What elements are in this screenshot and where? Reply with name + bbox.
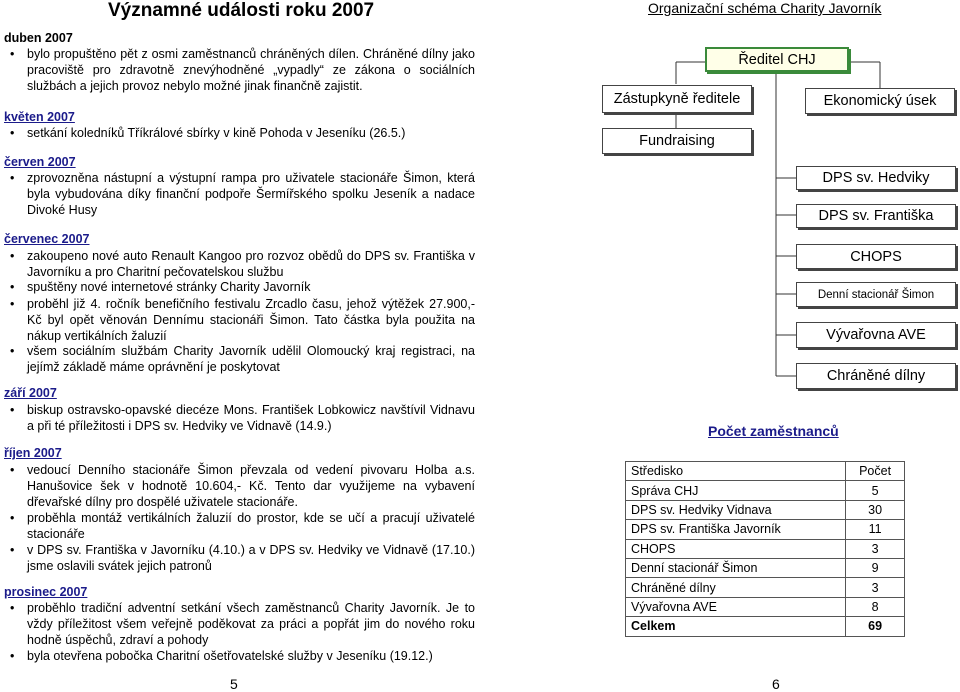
event-text: bylo propuštěno pět z osmi zaměstnanců chráněných dílen. Chráněné dílny jako pracoviště pro zdravotně znevýhodněné „vypadly“ ze zákona o sociálních službách a jejich provoz nebylo možné jinak finančně zajistit. <box>27 47 475 93</box>
bullet-icon: • <box>10 463 15 477</box>
event-text: biskup ostravsko-opavské diecéze Mons. František Lobkowicz navštívil Vidnavu a při té příležitosti i DPS sv. Hedviky ve Vidnavě (14.9.) <box>27 403 475 433</box>
bullet-icon: • <box>10 403 15 417</box>
table-cell-name: Správa CHJ <box>626 481 846 500</box>
bullet-icon: • <box>10 511 15 525</box>
bullet-icon: • <box>10 171 15 185</box>
table-cell-name: Denní stacionář Šimon <box>626 558 846 577</box>
event-text: zakoupeno nové auto Renault Kangoo pro rozvoz obědů do DPS sv. Františka v Javorníku a pro Charitní pečovatelskou službu <box>27 249 475 279</box>
org-chart-title: Organizační schéma Charity Javorník <box>648 0 882 16</box>
month-heading: duben 2007 <box>4 31 73 45</box>
table-row <box>626 539 905 558</box>
table-row <box>626 558 905 577</box>
bullet-icon: • <box>10 280 15 294</box>
staff-table <box>625 461 905 637</box>
table-cell-count: 69 <box>846 617 905 636</box>
bullet-icon: • <box>10 344 15 358</box>
unit-denni-stacionar: Denní stacionář Šimon <box>796 282 956 307</box>
bullet-icon: • <box>10 297 15 311</box>
bullet-icon: • <box>10 601 15 615</box>
table-cell-name: DPS sv. Hedviky Vidnava <box>626 500 846 519</box>
bullet-icon: • <box>10 543 15 557</box>
event-text: v DPS sv. Františka v Javorníku (4.10.) a v DPS sv. Hedviky ve Vidnavě (17.10.) jsme oslavili svátek jejich patronů <box>27 543 475 573</box>
table-row <box>626 597 905 616</box>
table-cell-name: DPS sv. Františka Javorník <box>626 520 846 539</box>
table-cell-name: Chráněné dílny <box>626 578 846 597</box>
table-cell-count: 5 <box>846 481 905 500</box>
bullet-icon: • <box>10 47 15 61</box>
event-text: proběhla montáž vertikálních žaluzií do prostor, kde se učí a pracují uživatelé stacionáře <box>27 511 475 541</box>
page-title: Významné události roku 2007 <box>108 0 375 21</box>
staff-title: Počet zaměstnanců <box>708 423 839 439</box>
bullet-icon: • <box>10 126 15 140</box>
table-cell-name: CHOPS <box>626 539 846 558</box>
unit-vyvarovna: Vývařovna AVE <box>796 322 956 348</box>
table-row <box>626 500 905 519</box>
unit-chops: CHOPS <box>796 244 956 269</box>
month-heading: červen 2007 <box>4 155 76 169</box>
page-number-left: 5 <box>230 676 238 692</box>
economic-box: Ekonomický úsek <box>805 88 955 114</box>
event-text: vedoucí Denního stacionáře Šimon převzala od vedení pivovaru Holba a.s. Hanušovice šek v hodnotě 10.604,- Kč. Tento dar využijeme na vybavení dřevařské dílny pro dospělé uživatele stacionáře. <box>27 463 475 509</box>
event-text: spuštěny nové internetové stránky Charity Javorník <box>27 280 311 294</box>
month-heading: červenec 2007 <box>4 232 90 246</box>
table-cell-count: Počet <box>846 462 905 481</box>
event-text: byla otevřena pobočka Charitní ošetřovatelské služby v Jeseníku (19.12.) <box>27 649 433 663</box>
unit-dps-hedviky: DPS sv. Hedviky <box>796 166 956 190</box>
event-text: zprovozněna nástupní a výstupní rampa pro uživatele stacionáře Šimon, která byla vybudována díky finanční podpoře Šermířského spolku Jeseník a nadace Divoké Husy <box>27 171 475 217</box>
fundraising-box: Fundraising <box>602 128 752 154</box>
unit-chranene-dilny: Chráněné dílny <box>796 363 956 389</box>
deputy-box: Zástupkyně ředitele <box>602 85 752 113</box>
table-row <box>626 617 905 636</box>
event-text: proběhlo tradiční adventní setkání všech zaměstnanců Charity Javorník. Je to vždy příležitost všem veřejně poděkovat za práci a popřát jim do nového roku hodně úspěchů, zdraví a pohody <box>27 601 475 647</box>
event-text: všem sociálním službám Charity Javorník udělil Olomoucký kraj registraci, na jejímž základě máme oprávnění je poskytovat <box>27 344 475 374</box>
table-row <box>626 481 905 500</box>
table-cell-name: Středisko <box>626 462 846 481</box>
bullet-icon: • <box>10 249 15 263</box>
month-heading: prosinec 2007 <box>4 585 88 599</box>
event-text: setkání koledníků Tříkrálové sbírky v kině Pohoda v Jeseníku (26.5.) <box>27 126 406 140</box>
month-heading: květen 2007 <box>4 110 75 124</box>
table-cell-count: 9 <box>846 558 905 577</box>
table-cell-count: 8 <box>846 597 905 616</box>
table-row <box>626 462 905 481</box>
table-cell-name: Vývařovna AVE <box>626 597 846 616</box>
director-box: Ředitel CHJ <box>705 47 849 72</box>
table-row <box>626 520 905 539</box>
event-text: proběhl již 4. ročník benefičního festivalu Zrcadlo času, jehož výtěžek 27.900,- Kč byl opět věnován Dennímu stacionáři Šimon. Tato částka byla použita na nákup vertikálních žaluzií <box>27 297 475 343</box>
table-cell-count: 3 <box>846 578 905 597</box>
table-row <box>626 578 905 597</box>
table-cell-name: Celkem <box>626 617 846 636</box>
table-cell-count: 11 <box>846 520 905 539</box>
table-cell-count: 30 <box>846 500 905 519</box>
month-heading: září 2007 <box>4 386 57 400</box>
table-cell-count: 3 <box>846 539 905 558</box>
bullet-icon: • <box>10 649 15 663</box>
unit-dps-frantiska: DPS sv. Františka <box>796 204 956 228</box>
month-heading: říjen 2007 <box>4 446 62 460</box>
page-number-right: 6 <box>772 676 780 692</box>
